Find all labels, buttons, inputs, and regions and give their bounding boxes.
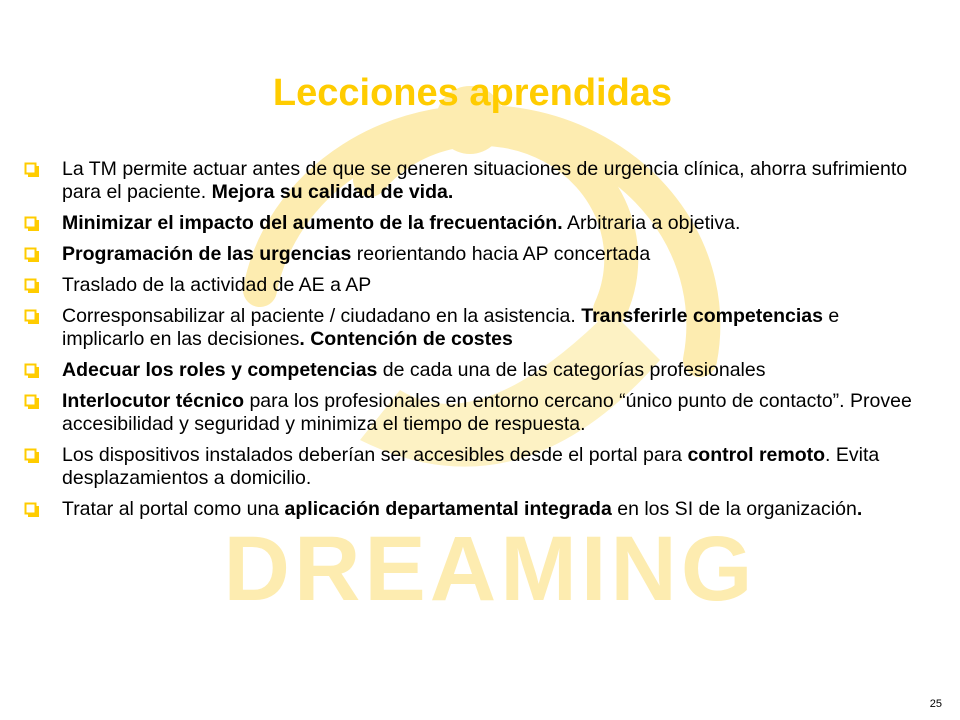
bullet-text: para los profesionales en entorno cercano “único punto de contacto”. Provee accesibilidad y seguridad y minimiza el tiempo de respuesta. (62, 390, 912, 435)
page-number: 25 (929, 698, 942, 710)
slide-title: Lecciones aprendidas (272, 72, 673, 114)
bullet-item (24, 444, 924, 490)
bullet-text-bold: aplicación departamental integrada (284, 498, 612, 520)
hollow-square-bullet-icon (24, 278, 40, 294)
bullet-text: reorientando hacia AP concertada (351, 243, 651, 265)
bullet-text-bold: . (856, 498, 863, 520)
hollow-square-bullet-icon (24, 448, 40, 464)
bullet-text: de cada una de las categorías profesionales (377, 359, 766, 381)
bullet-item (24, 390, 924, 436)
bullet-text-bold: Minimizar el impacto del aumento de la frecuentación. (62, 212, 563, 234)
hollow-square-bullet-icon (24, 216, 40, 232)
bullet-item (24, 498, 924, 521)
bullet-text: Corresponsabilizar al paciente / ciudadano en la asistencia. (62, 305, 582, 327)
bullet-text-bold: . Contención de costes (299, 328, 513, 350)
bullet-text-bold: Programación de las urgencias (62, 243, 352, 265)
bullet-item (24, 305, 924, 351)
hollow-square-bullet-icon (24, 247, 40, 263)
watermark-text: DREAMING (223, 518, 757, 620)
bullet-text-bold: control remoto (687, 444, 826, 466)
bullet-text: e implicarlo en las decisiones (62, 305, 840, 350)
bullet-text: Arbitraria a objetiva. (562, 212, 741, 234)
bullet-text-bold: Mejora su calidad de vida. (211, 181, 454, 203)
bullet-text: en los SI de la organización (611, 498, 857, 520)
bullet-item (24, 359, 924, 382)
hollow-square-bullet-icon (24, 162, 40, 178)
bullet-text: Los dispositivos instalados deberían ser accesibles desde el portal para (62, 444, 688, 466)
bullet-text-bold: Interlocutor técnico (62, 390, 245, 412)
bullet-text: . Evita desplazamientos a domicilio. (62, 444, 880, 489)
bullet-item (24, 212, 924, 235)
bullet-text-bold: Transferirle competencias (581, 305, 823, 327)
hollow-square-bullet-icon (24, 502, 40, 518)
hollow-square-bullet-icon (24, 394, 40, 410)
bullet-item (24, 274, 924, 297)
bullet-item (24, 243, 924, 266)
hollow-square-bullet-icon (24, 363, 40, 379)
hollow-square-bullet-icon (24, 309, 40, 325)
bullet-text: Tratar al portal como una (62, 498, 285, 520)
bullet-text: Traslado de la actividad de AE a AP (62, 274, 372, 296)
bullet-item (24, 158, 924, 204)
bullet-list (24, 158, 924, 529)
bullet-text-bold: Adecuar los roles y competencias (62, 359, 378, 381)
bullet-text: La TM permite actuar antes de que se generen situaciones de urgencia clínica, ahorra sufrimiento para el paciente. (62, 158, 908, 203)
